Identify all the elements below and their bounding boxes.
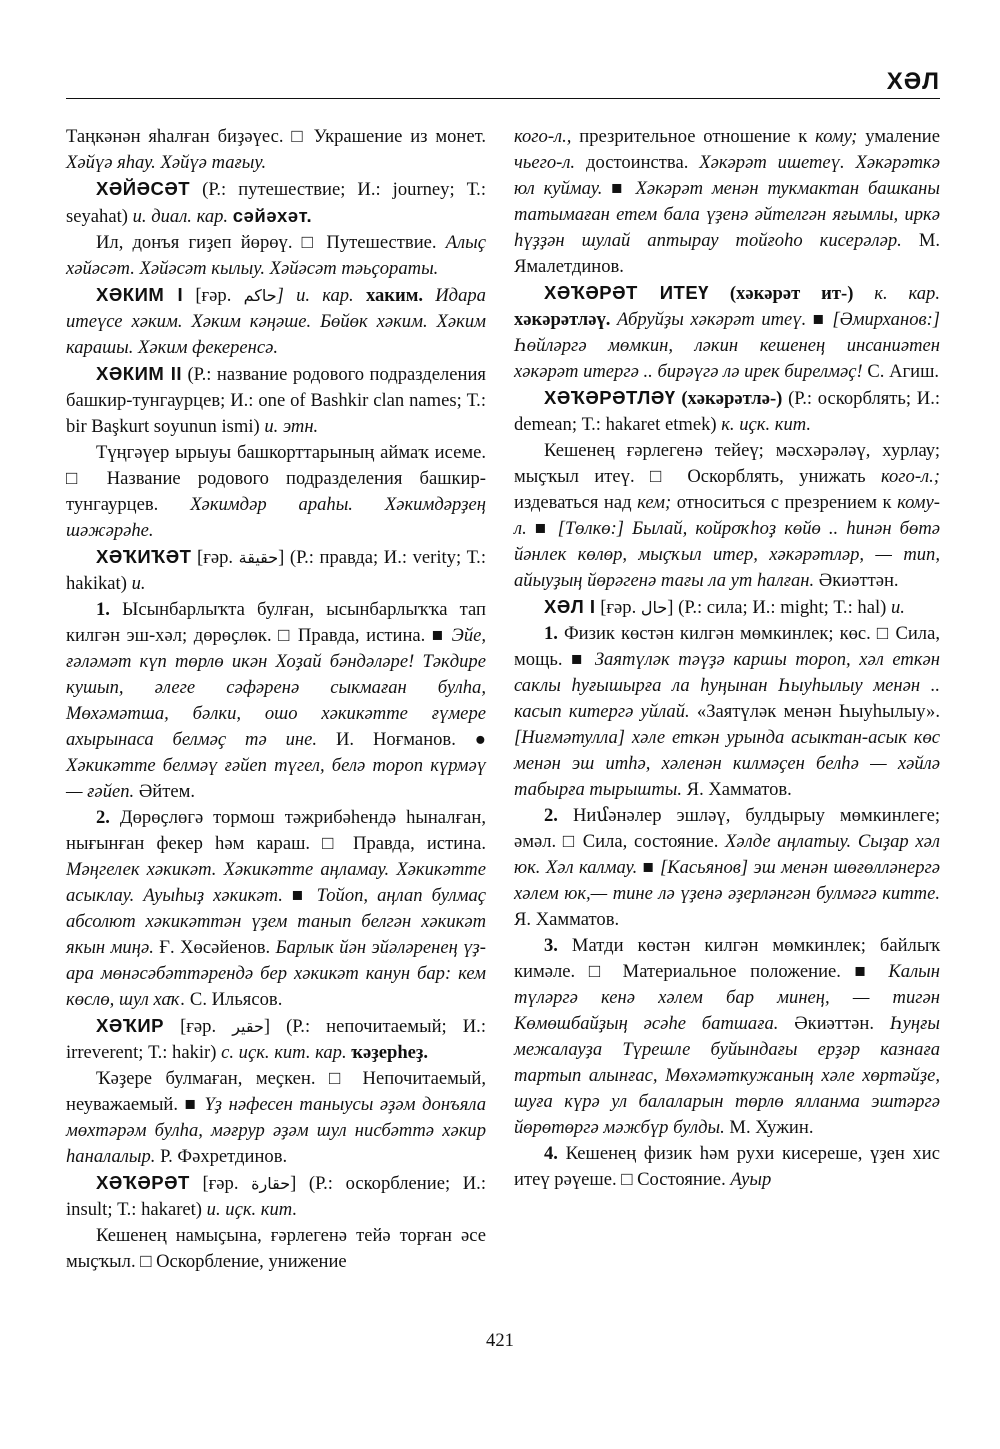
entry-hakim-2 — [66, 361, 486, 440]
definition — [66, 1066, 486, 1170]
sense-2 — [66, 805, 486, 1013]
text-run: Хәкәрәт ишетеү. Хәкәрәткә юл куймау. ■ Хәкәрәт менән тукмактан башканы татымаған етем бала үҙенә әйтелгән яғымлы, иркә һүҙҙән шулай аптырау тойғоһо кисерәләр. — [514, 152, 941, 251]
text-run: ] (Р.: непочитаемый; И.: irreverent; Т.: hakir) — [66, 1016, 486, 1063]
text-run: (Р.: название родового подразделения башкир-тунгаурцев; И.: one of Bashkir clan names; Т.: bir Başkurt soyunun ismi) — [66, 364, 486, 437]
text-run: Әкиәттән. — [818, 570, 899, 591]
text-run: 1. — [96, 599, 110, 620]
text-run: Түңгәүер ырыуы башкорттарының аймаҡ исеме. □ Название родового подразделения башкир-тунгаурцев. — [66, 442, 486, 515]
text-run: (хәкәрәт ит-) — [729, 283, 854, 304]
text-run: Ауыр — [730, 1169, 772, 1190]
text-run: к. кар. — [874, 283, 940, 304]
entry-continuation — [514, 124, 940, 280]
sense-4 — [514, 1141, 940, 1193]
text-run: [ғәр. — [197, 547, 234, 568]
text-run: Заятүләк тәүҙә каршы тороп, хәл еткән саклы һуғышырға ла һуңынан Һыуһылыу менән .. касып китергә уйлай. — [514, 649, 941, 722]
text-run: умаление — [865, 126, 940, 147]
text-run: [ғәр. — [202, 1173, 239, 1194]
entry-hakaratlau — [514, 385, 940, 438]
headword: ХӘҠИҠӘТ — [96, 546, 192, 567]
text-run: حقيقة — [238, 548, 279, 567]
text-run: и. иҫк. кит. — [206, 1199, 298, 1220]
text-run: Дөрөҫлөгә тормош тәжрибәһендә һыналған, нығынған фекер һәм караш. □ Правда, истина. — [66, 807, 486, 854]
definition — [66, 440, 486, 544]
text-run: С. Агиш. — [867, 361, 940, 382]
text-run: 2. — [96, 807, 110, 828]
text-run: Хәлде аңлатыу. Сыҙар хәл юк. Хәл калмау. ■ [Касьянов] эш менән шөғөлләнергә хәлем юк,— тине лә үҙенә әҙерләнгән булмәгә китте. — [514, 831, 940, 904]
text-run: и. диал. кар. — [132, 206, 229, 227]
headword: ХӘКИМ II — [96, 363, 182, 384]
entry-hakarat-iteu — [514, 280, 940, 385]
text-run: حاكم — [243, 286, 277, 305]
text-run: хаким. — [365, 285, 424, 306]
text-run: к. иҫк. кит. — [721, 414, 812, 435]
entry-hayasat — [66, 176, 486, 230]
text-run: [ғәр. — [180, 1016, 217, 1037]
text-run: с. иҫк. кит. кар. — [221, 1042, 347, 1063]
text-run: и. — [131, 573, 146, 594]
text-run: кого-л.; — [881, 466, 940, 487]
text-run: Р. Фәхретдинов. — [160, 1146, 288, 1167]
definition — [514, 438, 940, 594]
headword: ХӘЙӘСӘТ — [96, 178, 191, 199]
text-run: Хәйүә яһау. Хәйүә тағыу. — [66, 152, 267, 173]
text-run: 3. — [544, 935, 558, 956]
running-head-word: ХӘЛ — [886, 68, 940, 95]
definition — [66, 230, 486, 282]
text-run: 4. — [544, 1143, 558, 1164]
text-run: Таңкәнән яһалған биҙәүес. □ Украшение из монет. — [66, 126, 486, 147]
text-run: ] (Р.: правда; И.: verity; Т.: hakikat) — [66, 547, 486, 594]
text-run: Хәкикәтте белмәү ғәйеп түгел, белә тороп күрмәү — ғәйеп. — [66, 755, 486, 802]
text-run: Ысынбарлыҡта булған, ысынбарлыҡҡа тап килгән эш-хәл; дөрөҫлөк. □ Правда, истина. ■ — [66, 599, 486, 646]
text-run: Матди көстән килгән мөмкинлек; байлыҡ кимәле. □ Материальное положение. ■ — [514, 935, 940, 982]
text-run: Һуңғы межалауҙа Түрешле буйындағы ерҙәр казнаға тартып алынғас, Мөхәмәткужаның хәле хөртәйҙе, шуға күрә ул балаларын төрлө ялланма эштәргә йөрөтөргә мәжбүр булды. — [514, 1013, 940, 1138]
text-run: [ғәр. — [195, 285, 232, 306]
definition — [66, 1223, 486, 1275]
text-run: чьего-л. — [514, 152, 576, 173]
text-run: (Р.: путешествие; И.: journey; Т.: seyahat) — [66, 179, 486, 227]
headword: ХӘҠӘРӘТ ИТЕҮ — [544, 282, 709, 303]
text-run: презрительное отношение к — [579, 126, 808, 147]
text-run: Калын түләргә кенә хәлем бар минең, — тигән Көмөшбайҙың әсәһе батшаға. — [514, 961, 940, 1034]
text-run: Кешенең намыҫына, ғәрлегенә тейә торған әсе мыҫҡыл. □ Оскорбление, унижение — [66, 1225, 486, 1272]
entry-hakikat — [66, 544, 486, 597]
text-run: относиться с презрением к — [676, 492, 892, 513]
text-run: Идара итеүсе хәким. Хәким кәңәше. Бөйөк хәким. Хәким карашы. Хәким фекеренсә. — [66, 285, 486, 358]
sense-1 — [514, 621, 940, 803]
headword: ХӘҠӘРӘТЛӘҮ — [544, 387, 676, 408]
text-run: М. Ямалетдинов. — [514, 230, 940, 277]
text-run: Үҙ нәфесен таныусы әҙәм донъяла мөхтәрәм булһа, мәғрур әҙәм шул нисбәттә хәкир һаналалыр. — [66, 1094, 486, 1167]
text-run: и. этн. — [264, 416, 319, 437]
entry-continuation — [66, 124, 486, 176]
page-number: 421 — [486, 1330, 514, 1351]
text-run: ■ [Төлкө:] Былай, койроҡһоҙ көйө .. һинән бөтә йәнлек көлөр, мыҫҡыл итер, хәкәрәтләр, — тип, айыуҙың йөрәгенә тағы ла ут һалған. — [514, 518, 940, 591]
text-run: Кешенең ғәрлегенә тейеү; мәсхәрәләү, хурлау; мыҫҡыл итеү. □ Оскорблять, унижать — [514, 440, 940, 487]
text-run: (Р.: оскорблять; И.: demean; Т.: hakaret etmek) — [514, 388, 941, 435]
text-run: حقارة — [251, 1174, 291, 1193]
headword: ХӘЛ I — [544, 596, 596, 617]
text-run: Мәңгелек хәкикәт. Хәкикәтте аңламау. Хәкикәтте асыклау. Ауыһыҙ хәкикәт. ■ Тойоп, аңлап булмаҫ абсолют хәкикәттән үҙем танып белгән хәкикәт якын миңә. — [66, 859, 486, 958]
text-run: кому; — [815, 126, 858, 147]
text-run: Ил, донъя гиҙеп йөрөү. □ Путешествие. — [96, 232, 437, 253]
text-run: Ниմәнәлер эшләү, булдырыу мөмкинлеге; әмәл. □ Сила, состояние. — [514, 805, 940, 852]
text-run: кого-л., — [514, 126, 572, 147]
entry-hal-1 — [514, 594, 940, 621]
text-run: достоинства. — [585, 152, 689, 173]
text-run: И. Ноғманов. ● — [335, 729, 486, 750]
text-run: حال — [640, 598, 668, 617]
text-run: حقير — [232, 1017, 264, 1036]
text-run: ҡәҙерһеҙ. — [351, 1042, 429, 1063]
headword: ХӘКИМ I — [96, 284, 184, 305]
text-run: Я. Хамматов. — [514, 909, 620, 930]
text-run: Хәкимдәр араһы. Хәкимдәрҙең шәжәрәһе. — [66, 494, 487, 541]
sense-1 — [66, 597, 486, 805]
right-column — [514, 124, 940, 1193]
text-run: кем; — [637, 492, 672, 513]
entry-hakir — [66, 1013, 486, 1066]
text-run: Барлык йән эйәләренең үҙ-ара мөнәсәбәттәрендә бер хәкикәт канун бар: кем көслө, шул хаҡ. — [66, 937, 486, 1010]
entry-hakim-1 — [66, 282, 486, 361]
text-run: Әйтем. — [138, 781, 196, 802]
text-run: [ғәр. — [600, 597, 637, 618]
sense-3 — [514, 933, 940, 1141]
text-run: Я. Хамматов. — [686, 779, 792, 800]
sense-2 — [514, 803, 940, 933]
text-run: издеваться над — [514, 492, 632, 513]
text-run: Эйе, ғәләмәт күп төрлө икән Хоҙай бәндәләре! Тәкдире кушып, әлеге сәфәренә сыкмаған булһа, Мөхәмәтша, бәлки, ошо хәкикәтте ғүмере ахырынаса белмәҫ тә ине. — [66, 625, 487, 750]
left-column — [66, 124, 486, 1275]
text-run: [Ниғмәтулла] хәле еткән урында асыктан-асык көс менән эш итһә, хәленән килмәҫен белһә — хәйлә табырға тырышты. — [514, 727, 940, 800]
text-run: «Заятүләк менән Һыуһылыу». — [696, 701, 941, 722]
text-run: 2. — [544, 805, 558, 826]
text-run: и. — [890, 597, 905, 618]
text-run: кому-л. — [514, 492, 940, 539]
running-header — [66, 64, 940, 99]
text-run: сәйәхәт. — [232, 205, 313, 226]
text-run: Физик көстән килгән мөмкинлек; көс. □ Сила, мощь. ■ — [514, 623, 940, 670]
entry-hakarat — [66, 1170, 486, 1223]
text-run: ] и. кар. — [276, 285, 354, 306]
text-run: Алыҫ хәйәсәт. Хәйәсәт кылыу. Хәйәсәт тәьҫораты. — [66, 232, 486, 279]
text-run: хәкәрәтләү. — [514, 309, 611, 330]
text-run: (хәкәрәтлә-) — [681, 388, 783, 409]
text-run: ] (Р.: оскорбление; И.: insult; Т.: hakaret) — [66, 1173, 486, 1220]
headword: ХӘҠӘРӘТ — [96, 1172, 190, 1193]
text-run: С. Ильясов. — [189, 989, 283, 1010]
headword: ХӘҠИР — [96, 1015, 164, 1036]
text-run: Ғ. Хөсәйенов. — [159, 937, 271, 958]
text-run: М. Хужин. — [729, 1117, 814, 1138]
text-run: Абруйҙы хәкәрәт итеү. ■ [Әмирханов:] Һөйләргә мөмкин, ләкин кешенең инсаниәтен хәкәрәт итергә .. бирәүгә лә ирек бирелмәҫ! — [514, 309, 940, 382]
text-run: Ҡәҙере булмаған, меҫкен. □ Непочитаемый, неуважаемый. ■ — [66, 1068, 486, 1115]
text-run: Әкиәттән. — [794, 1013, 875, 1034]
text-run: Кешенең физик һәм рухи кисереше, үҙен хис итеү рәүеше. □ Состояние. — [514, 1143, 940, 1190]
text-run: ] (Р.: сила; И.: might; Т.: hal) — [667, 597, 887, 618]
text-run: 1. — [544, 623, 558, 644]
